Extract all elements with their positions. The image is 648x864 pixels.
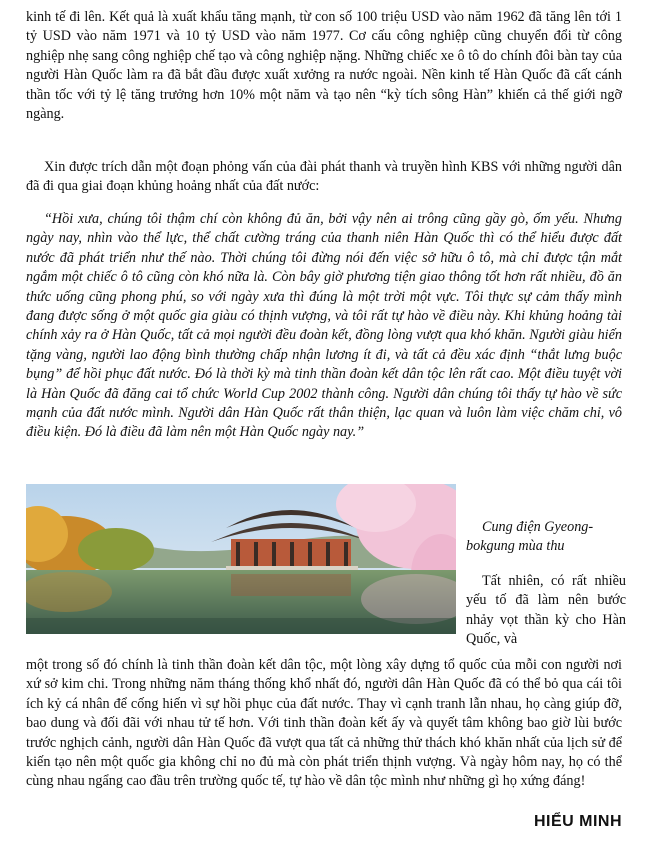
paragraph-conclusion: một trong số đó chính là tinh thần đoàn kết dân tộc, một lòng xây dựng tổ quốc của mỗi con người nơi xứ sở kim chi. Trong những năm tháng thống khổ nhất đó, người dân Hàn Quốc đã có thể bỏ qua cái tôi ích kỷ cá nhân để cống hiến vì sự hồi phục của đất nước. Thay vì cạnh tranh lẫn nhau, họ càng giúp đỡ, bao dung và đối đãi với nhau tử tế hơn. Với tinh thần đoàn kết ấy và quyết tâm không bao giờ lùi bước trước nghịch cảnh, người dân Hàn Quốc đã vượt qua tất cả những thử thách khó khăn nhất của lịch sử để kiến tạo nên một quốc gia không chỉ no đủ mà còn phát triển thịnh vượng. Và ngày hôm nay, họ có thể cùng nhau ngẩng cao đầu trên trường quốc tế, tự hào về dân tộc mình như những gì họ xứng đáng! [26,657,622,790]
palace-photo [26,484,456,634]
interview-quote: “Hồi xưa, chúng tôi thậm chí còn không đủ ăn, bởi vậy nên ai trông cũng gầy gò, ốm yếu. Nhưng ngày nay, nhìn vào thể lực, thể chất cường tráng của thanh niên Hàn Quốc thì có thể hiểu được đất nước đã phát triển như thế nào. Thời chúng tôi đừng nói đến việc sở hữu ô tô, mà chỉ được tận mắt ngắm một chiếc ô tô cũng còn khó nữa là. Còn bây giờ phương tiện giao thông tốt hơn rất nhiều, đồ ăn thức uống cũng phong phú, so với ngày xưa thì đúng là một trời một vực. Tôi thực sự cảm thấy mình đang được sống ở một quốc gia giàu có thịnh vượng, và tôi rất tự hào về điều này. Khi khủng hoảng tài chính xảy ra ở Hàn Quốc, tất cả mọi người đều đoàn kết, đồng lòng vượt qua khó khăn. Người giàu hiến tặng vàng, người lao động bình thường chấp nhận lương ít đi, và tất cả đều xác định “thắt lưng buộc bụng” để hồi phục đất nước. Đó là thời kỳ mà tinh thần đoàn kết dân tộc lên rất cao. Một điều tuyệt vời là Hàn Quốc đã đăng cai tổ chức World Cup 2002 thành công. Người dân chúng tôi thấy tự hào về sức mạnh của đất nước mình. Người dân Hàn Quốc rất thân thiện, lạc quan và luôn làm việc chăm chỉ, vô điều kiện. Đó là điều đã làm nên một Hàn Quốc ngày nay.” [26,211,622,441]
author-signature: HIỂU MINH [533,813,622,830]
paragraph-conclusion-start: Tất nhiên, có rất nhiều yếu tố đã làm nên bước nhảy vọt thần kỳ cho Hàn Quốc, và [466,573,626,648]
photo-caption: Cung điện Gyeong-bokgung mùa thu [466,519,594,555]
paragraph-economy: kinh tế đi lên. Kết quả là xuất khẩu tăng mạnh, từ con số 100 triệu USD vào năm 1962 đã tăng lên tới 1 tỷ USD vào năm 1971 và 10 tỷ USD vào năm 1977. Cơ cấu công nghiệp cũng chuyển đổi từ công nghiệp nhẹ sang công nghiệp chế tạo và công nghiệp nặng. Những chiếc xe ô tô do chính đôi bàn tay của người Hàn Quốc làm ra đã bắt đầu được xuất xưởng ra nước ngoài. Nền kinh tế Hàn Quốc đã cất cánh thần tốc với tỷ lệ tăng trưởng hơn 10% một năm và tạo nên “kỳ tích sông Hàn” khiến cả thế giới ngỡ ngàng. [26,9,622,123]
palace-photo-illustration [26,484,456,634]
paragraph-interview-intro: Xin được trích dẫn một đoạn phỏng vấn của đài phát thanh và truyền hình KBS với những người dân đã đi qua giai đoạn khủng hoảng nhất của đất nước: [26,159,622,195]
